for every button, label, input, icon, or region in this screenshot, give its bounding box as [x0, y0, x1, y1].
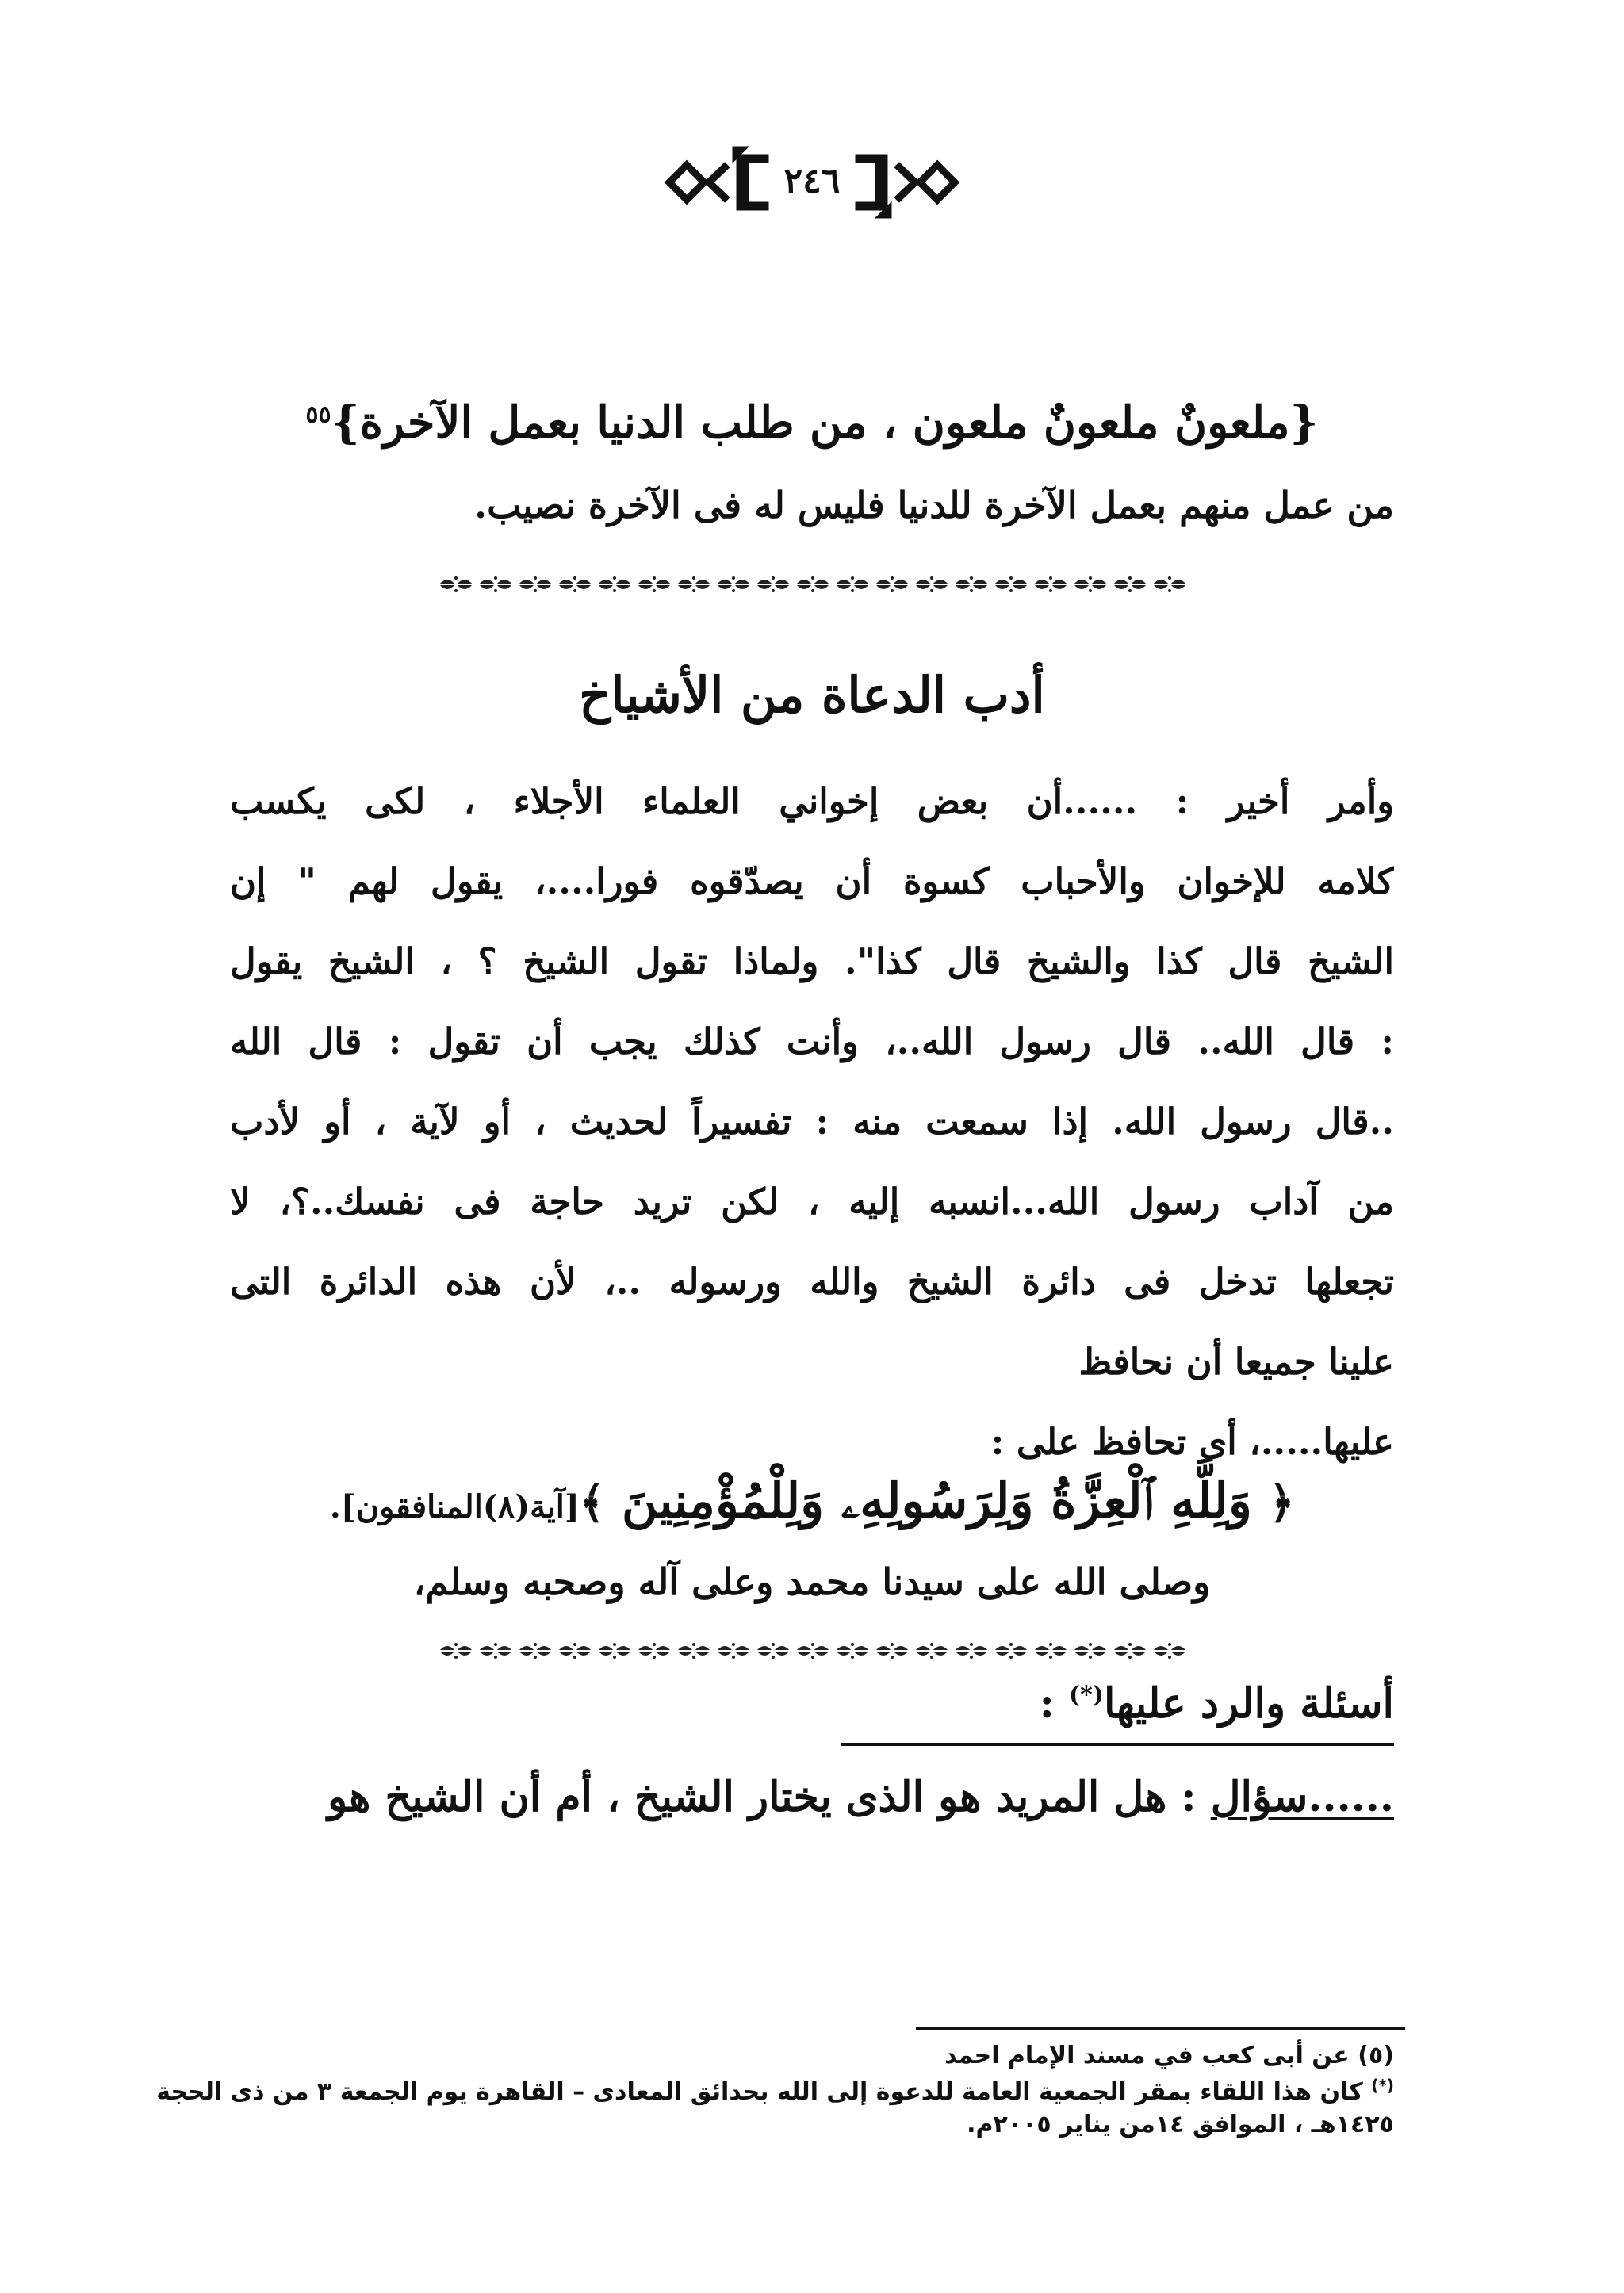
footnote-2-continued: ١٤٢٥هـ ، الموافق ١٤من يناير ٢٠٠٥م.	[967, 2111, 1394, 2138]
page-number: ٢٤٦	[783, 161, 841, 201]
footnote-2	[156, 2076, 1394, 2106]
hadith-text: {ملعونٌ ملعونٌ ملعون ، من طلب الدنيا بعمل الآخرة}	[331, 396, 1319, 449]
paragraph-line: كلامه للإخوان والأحباب كسوة أن يصدّقوه فورا....، يقول لهم " إن	[230, 860, 1394, 902]
hadith-footnote-mark: ٥٥	[305, 400, 331, 429]
question-text: : هل المريد هو الذى يختار الشيخ ، أم أن الشيخ هو	[327, 1773, 1197, 1821]
qa-title-text: أسئلة والرد عليها	[1103, 1679, 1394, 1728]
quran-verse	[230, 1472, 1394, 1530]
footnote-1: (٥) عن أبى كعب في مسند الإمام احمد	[944, 2042, 1394, 2069]
question-line	[230, 1773, 1394, 1821]
qa-underline	[841, 1743, 1394, 1746]
page-number-ornament	[653, 139, 971, 226]
body-paragraph	[230, 761, 1394, 1482]
question-label: ......سؤال	[1210, 1773, 1394, 1821]
qa-heading	[841, 1679, 1394, 1751]
footnote-separator	[916, 2027, 1405, 2030]
verse-reference: [آية(٨)المنافقون].	[329, 1488, 580, 1525]
verse-open-bracket: ﴿	[1269, 1477, 1295, 1528]
paragraph-line: من آداب رسول الله...انسبه إليه ، لكن تريد حاجة فى نفسك..؟، لا	[230, 1181, 1394, 1223]
paragraph-line: : قال الله.. قال رسول الله..، وأنت كذلك يجب أن تقول : قال الله	[230, 1020, 1394, 1062]
qa-title	[841, 1679, 1394, 1728]
paragraph-line: علينا جميعا أن نحافظ	[1078, 1341, 1394, 1383]
paragraph-line: عليها.....، أى تحافظ على :	[990, 1421, 1394, 1463]
verse-text: وَلِلَّهِ ٱلْعِزَّةُ وَلِرَسُولِهِۦ وَلِلْمُؤْمِنِينَ	[622, 1472, 1252, 1529]
footnote-2-line1: كان هذا اللقاء بمقر الجمعية العامة للدعوة إلى الله بحدائق المعادى – القاهرة يوم الجمعة ٣ من ذى الحجة	[156, 2078, 1372, 2106]
hadith-line	[230, 396, 1394, 449]
floral-divider	[436, 571, 1189, 598]
summary-line: من عمل منهم بعمل الآخرة للدنيا فليس له فى الآخرة نصيب.	[474, 484, 1394, 526]
qa-footnote-mark: (*)	[1068, 1681, 1104, 1709]
paragraph-line: ..قال رسول الله. إذا سمعت منه : تفسيراً لحديث ، أو لآية ، أو لأدب	[230, 1101, 1394, 1143]
salawat-line: وصلى الله على سيدنا محمد وعلى آله وصحبه وسلم،	[413, 1560, 1211, 1603]
paragraph-line: الشيخ قال كذا والشيخ قال كذا". ولماذا تقول الشيخ ؟ ، الشيخ يقول	[230, 940, 1394, 982]
floral-divider	[436, 1637, 1189, 1664]
paragraph-line: تجعلها تدخل فى دائرة الشيخ والله ورسوله ..، لأن هذه الدائرة التى	[230, 1261, 1394, 1303]
section-title: أدب الدعاة من الأشياخ	[579, 666, 1045, 724]
qa-title-suffix: :	[1039, 1679, 1069, 1728]
verse-close-bracket: ﴾	[579, 1477, 605, 1528]
paragraph-line: وأمر أخير : ......أن بعض إخواني العلماء الأجلاء ، لكى يكسب	[230, 780, 1394, 822]
footnote-2-mark: (*)	[1371, 2076, 1394, 2095]
